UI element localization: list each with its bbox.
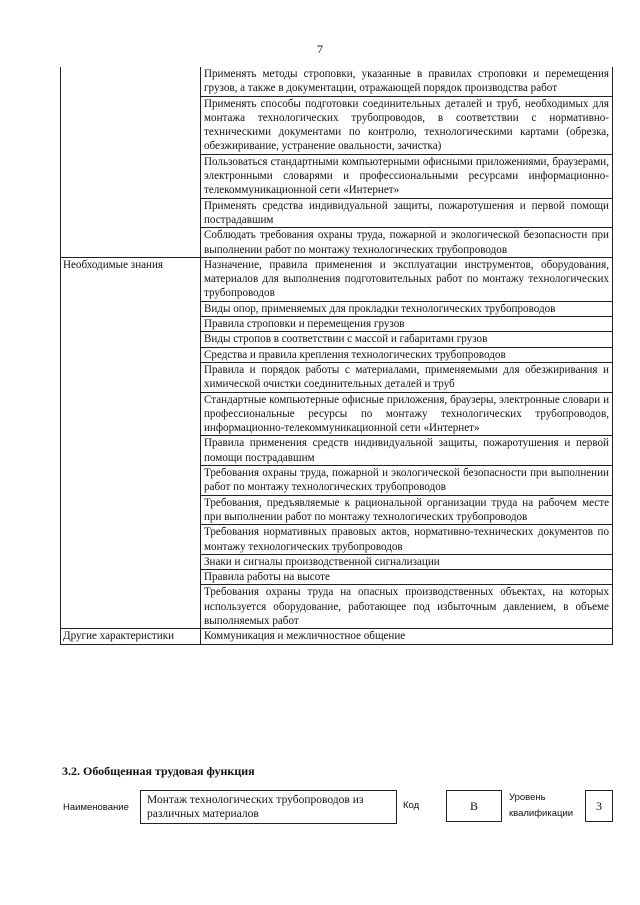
table-cell: Правила работы на высоте <box>201 570 613 585</box>
table-cell: Применять методы строповки, указанные в правилах строповки и перемещения грузов, а также в документации, отражающей порядок производства работ <box>201 67 613 96</box>
table-cell: Требования охраны труда на опасных производственных объектах, на которых используется оборудование, работающее под избыточным давлением, в объеме выполняемых работ <box>201 585 613 629</box>
table-cell: Применять способы подготовки соединительных деталей и труб, необходимых для монтажа технологических трубопроводов, в соответствии с нормативно-техническими документами по контролю, технологическими картами (обрезка, обезжиривание, устранение овальности, зачистка) <box>201 96 613 154</box>
name-value: Монтаж технологических трубопроводов из различных материалов <box>147 794 364 820</box>
knowledge-label: Необходимые знания <box>61 257 201 628</box>
table-cell: Требования охраны труда, пожарной и экологической безопасности при выполнении работ по монтажу технологических трубопроводов <box>201 466 613 496</box>
page-number: 7 <box>317 42 323 56</box>
requirements-table <box>60 67 613 645</box>
table-row <box>61 629 613 644</box>
name-value-box <box>140 790 397 824</box>
table-cell: Пользоваться стандартными компьютерными офисными приложениями, браузерами, электронными словарями и профессиональными ресурсами информационно-телекоммуникационной сети «Интернет» <box>201 154 613 198</box>
table-row <box>61 257 613 301</box>
name-label: Наименование <box>63 802 129 813</box>
level-value: 3 <box>596 799 602 813</box>
section-title: 3.2. Обобщенная трудовая функция <box>62 764 255 778</box>
level-label <box>509 792 573 819</box>
table-cell: Назначение, правила применения и эксплуатации инструментов, оборудования, материалов для выполнения подготовительных работ по монтажу технологических трубопроводов <box>201 257 613 301</box>
code-label: Код <box>403 800 420 811</box>
table-cell: Требования, предъявляемые к рациональной организации труда на рабочем месте при выполнении работ по монтажу технологических трубопроводов <box>201 495 613 525</box>
table-cell: Коммуникация и межличностное общение <box>201 629 613 644</box>
level-label-line2: квалификации <box>509 808 574 819</box>
table-cell: Соблюдать требования охраны труда, пожарной и экологической безопасности при выполнении работ по монтажу технологических трубопроводов <box>201 228 613 258</box>
table-cell: Стандартные компьютерные офисные приложения, браузеры, электронные словари и профессиональные ресурсы по монтажу технологических трубопроводов, информационно-телекоммуникационной сети «Интернет» <box>201 392 613 436</box>
level-value-box <box>585 790 613 822</box>
code-value-box <box>446 790 502 822</box>
table-row <box>61 67 613 96</box>
table-cell: Средства и правила крепления технологических трубопроводов <box>201 347 613 362</box>
other-label: Другие характеристики <box>61 629 201 644</box>
labor-function-header <box>0 788 640 828</box>
code-value: B <box>469 799 478 813</box>
level-label-line1: Уровень <box>509 792 546 803</box>
table-cell: Требования нормативных правовых актов, нормативно-технических документов по монтажу технологических трубопроводов <box>201 525 613 555</box>
table-cell: Виды стропов в соответствии с массой и габаритами грузов <box>201 332 613 347</box>
table-cell: Правила и порядок работы с материалами, применяемыми для обезжиривания и химической очистки соединительных деталей и труб <box>201 362 613 392</box>
table-cell: Виды опор, применяемых для прокладки технологических трубопроводов <box>201 301 613 316</box>
table-cell: Знаки и сигналы производственной сигнализации <box>201 554 613 569</box>
skills-label-cell <box>61 67 201 257</box>
table-cell: Правила строповки и перемещения грузов <box>201 317 613 332</box>
table-cell: Применять средства индивидуальной защиты, пожаротушения и первой помощи пострадавшим <box>201 198 613 228</box>
table-cell: Правила применения средств индивидуальной защиты, пожаротушения и первой помощи пострадавшим <box>201 436 613 466</box>
